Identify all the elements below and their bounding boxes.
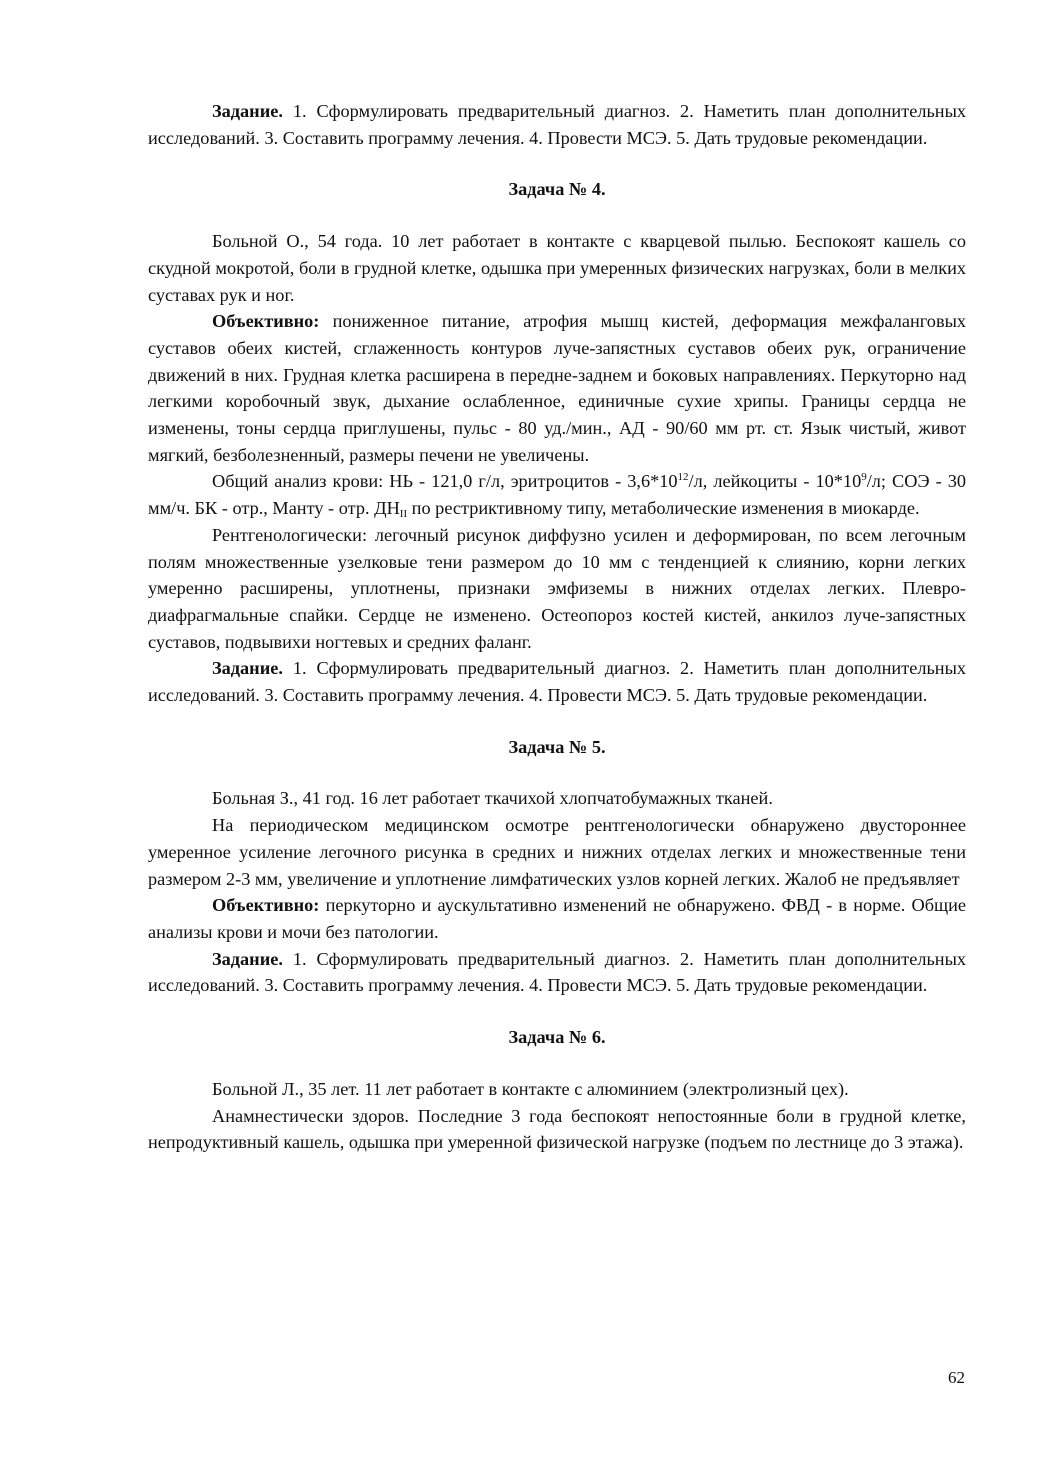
- task-5-assignment-paragraph: [148, 946, 966, 999]
- task-6-anamnesis: Анамнестически здоров. Последние 3 года беспокоят непостоянные боли в грудной клетке, непродуктивный кашель, одышка при умеренной физической нагрузке (подъем по лестнице до 3 этажа).: [148, 1105, 966, 1153]
- assignment-label: Задание.: [212, 101, 283, 121]
- task-6-patient: Больной Л., 35 лет. 11 лет работает в контакте с алюминием (электролизный цех).: [212, 1078, 849, 1099]
- blood-text-part: по рестриктивному типу, метаболические изменения в миокарде.: [407, 498, 920, 519]
- blood-text-part: /л; СОЭ - 30 мм/ч. БК - отр., Манту - отр. ДН: [148, 471, 967, 519]
- objective-label: Объективно:: [212, 895, 320, 916]
- objective-text: пониженное питание, атрофия мышц кистей, деформация межфаланговых суставов обеих кистей, сглаженность контуров луче-запястных суставов обеих рук, ограничение движений в них. Грудная клетка расширена в передне-заднем и боковых направлениях. Перкуторно над легкими коробочный звук, дыхание ослабленное, единичные сухие хрипы. Границы сердца не изменены, тоны сердца приглушены, пульс - 80 уд./мин., АД - 90/60 мм рт. ст. Язык чистый, живот мягкий, безболезненный, размеры печени не увеличены.: [148, 311, 966, 465]
- task-5-objective-paragraph: [148, 892, 966, 945]
- task-4-blood-analysis: [148, 468, 966, 521]
- task-4-xray: Рентгенологически: легочный рисунок диффузно усилен и деформирован, по всем легочным полям множественные узелковые тени размером до 10 мм с тенденцией к слиянию, корни легких умеренно расширены, уплотнены, признаки эмфиземы в нижних отделах легких. Плевро-диафрагмальные спайки. Сердце не изменено. Остеопороз костей кистей, анкилоз луче-запястных суставов, подвывихи ногтевых и средних фаланг.: [148, 524, 966, 652]
- objective-text: перкуторно и аускультативно изменений не обнаружено. ФВД - в норме. Общие анализы крови и мочи без патологии.: [148, 895, 966, 942]
- task-5-examination: На периодическом медицинском осмотре рентгенологически обнаружено двустороннее умеренное усиление легочного рисунка в средних и нижних отделах легких и множественные тени размером 2-3 мм, увеличение и уплотнение лимфатических узлов корней легких. Жалоб не предъявляет: [148, 815, 966, 889]
- document-page: [148, 98, 966, 1156]
- assignment-text: 1. Сформулировать предварительный диагноз. 2. Наметить план дополнительных исследований. 3. Составить программу лечения. 4. Провести МСЭ. 5. Дать трудовые рекомендации.: [148, 101, 966, 148]
- objective-label: Объективно:: [212, 311, 320, 332]
- task-4-heading: Задача № 4.: [508, 179, 606, 200]
- assignment-text: 1. Сформулировать предварительный диагноз. 2. Наметить план дополнительных исследований. 3. Составить программу лечения. 4. Провести МСЭ. 5. Дать трудовые рекомендации.: [148, 948, 966, 996]
- task-5-patient: Больная З., 41 год. 16 лет работает ткачихой хлопчатобумажных тканей.: [212, 788, 773, 809]
- task-4-objective-paragraph: [148, 308, 966, 468]
- superscript: 9: [861, 471, 867, 484]
- assignment-label: Задание.: [212, 658, 283, 679]
- assignment-label: Задание.: [212, 948, 283, 969]
- page-number: 62: [948, 1368, 965, 1387]
- blood-text-part: Общий анализ крови: НЬ - 121,0 г/л, эритроцитов - 3,6*10: [212, 471, 678, 492]
- superscript: 12: [677, 471, 689, 484]
- task-6-heading: Задача № 6.: [508, 1027, 606, 1048]
- task-4-complaints: Больной О., 54 года. 10 лет работает в контакте с кварцевой пылью. Беспокоят кашель со скудной мокротой, боли в грудной клетке, одышка при умеренных физических нагрузках, боли в мелких суставах рук и ног.: [148, 231, 966, 305]
- blood-text-part: /л, лейкоциты - 10*10: [688, 471, 862, 492]
- task-5-heading: Задача № 5.: [508, 736, 606, 757]
- task-4-assignment-paragraph: [148, 655, 966, 708]
- task-assignment-paragraph: [148, 98, 966, 151]
- assignment-text: 1. Сформулировать предварительный диагноз. 2. Наметить план дополнительных исследований. 3. Составить программу лечения. 4. Провести МСЭ. 5. Дать трудовые рекомендации.: [148, 658, 966, 706]
- subscript: II: [399, 508, 408, 521]
